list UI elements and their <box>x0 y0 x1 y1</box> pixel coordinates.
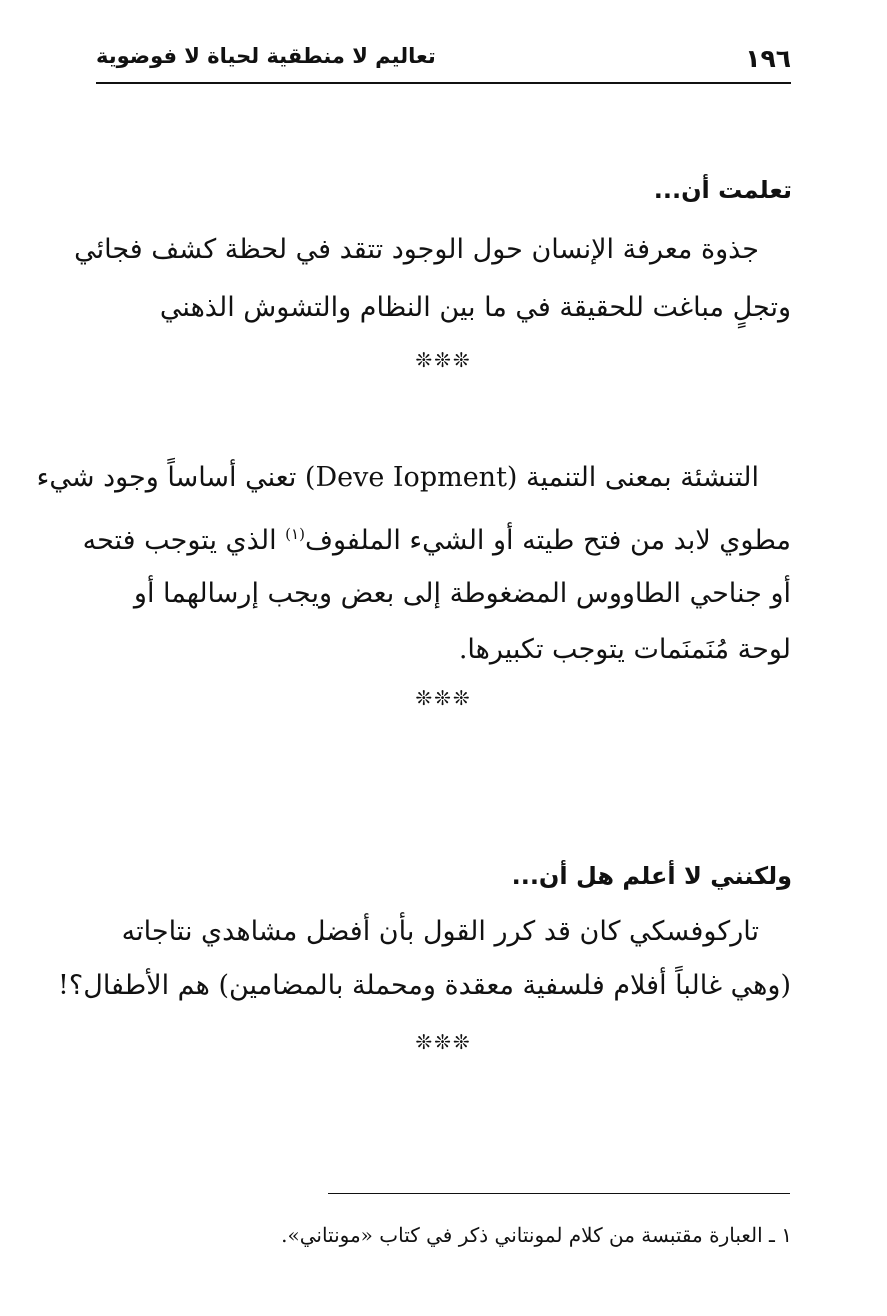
section1-line-2: وتجلٍ مباغت للحقيقة في ما بين النظام والتشوش الذهني <box>159 292 791 323</box>
running-title: تعاليم لا منطقية لحياة لا فوضوية <box>96 44 436 68</box>
section2-line-2-end: الذي يتوجب فتحه <box>82 525 286 556</box>
section3-line-2: (وهي غالباً أفلام فلسفية معقدة ومحملة بالمضامين) هم الأطفال؟! <box>58 970 791 1001</box>
footnote-ref: (١) <box>285 525 305 543</box>
section2-line-2 <box>83 514 791 561</box>
section1-heading: تعلمت أن... <box>653 176 792 204</box>
separator-stars-3: ❊❊❊ <box>415 1030 472 1054</box>
page-number: ١٩٦ <box>745 44 791 73</box>
section2-line-1: التنشئة بمعنى التنمية (Deve Iopment) تعني أساساً وجود شيء <box>36 462 759 493</box>
section2-line-4: لوحة مُنَمنَمات يتوجب تكبيرها. <box>458 634 791 665</box>
section3-heading: ولكنني لا أعلم هل أن... <box>511 862 792 890</box>
page-header <box>96 42 791 84</box>
section1-line-1: جذوة معرفة الإنسان حول الوجود تتقد في لحظة كشف فجائي <box>74 234 759 265</box>
footnote: ١ ـ العبارة مقتبسة من كلام لمونتاني ذكر في كتاب «مونتاني». <box>281 1223 792 1247</box>
section2-line-3: أو جناحي الطاووس المضغوطة إلى بعض ويجب إرسالهما أو <box>133 578 791 609</box>
section2-line-2-start: مطوي لابد من فتح طيته أو الشيء الملفوف <box>304 525 791 556</box>
footnote-divider <box>328 1193 790 1194</box>
section3-line-1: تاركوفسكي كان قد كرر القول بأن أفضل مشاهدي نتاجاته <box>121 916 759 947</box>
separator-stars-1: ❊❊❊ <box>415 348 472 372</box>
separator-stars-2: ❊❊❊ <box>415 686 472 710</box>
